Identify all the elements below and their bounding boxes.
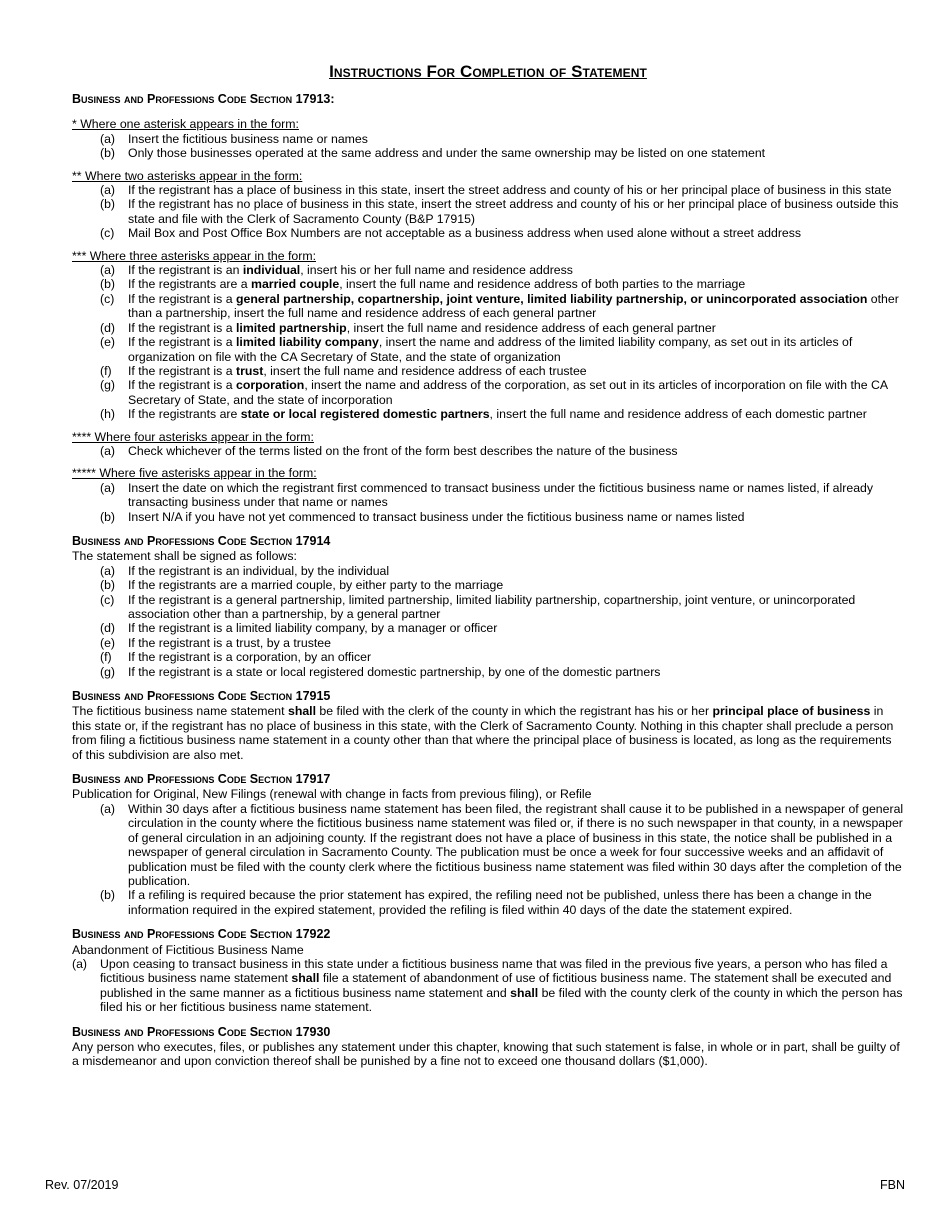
emphasis-text: shall	[291, 971, 320, 986]
list-item-letter: (a)	[100, 563, 116, 578]
asterisk-group-list	[72, 444, 904, 458]
list-item	[72, 292, 904, 321]
section-17914-list	[72, 564, 904, 679]
text-segment: If the registrant is a	[128, 291, 236, 306]
section-17917-heading: Business and Professions Code Section 17917	[72, 772, 331, 787]
emphasis-text: principal place of business	[712, 704, 871, 719]
emphasis-text: corporation	[236, 378, 305, 393]
text-segment: be filed with the clerk of the county in which the registrant has his or her	[316, 704, 713, 719]
list-item-letter: (b)	[100, 888, 116, 903]
emphasis-text: limited partnership	[236, 320, 347, 335]
list-item-letter: (b)	[100, 509, 116, 524]
section-17915-paragraph	[72, 704, 904, 762]
text-segment: If the registrant is a	[128, 378, 236, 393]
text-segment: , insert the name and address of the limited liability company, as set out in its articles of organization on file with the CA Secretary of State, and the state of organization	[128, 335, 853, 364]
text-segment: If the registrant is an	[128, 263, 243, 278]
text-segment: If the registrant is an individual, by the individual	[128, 563, 390, 578]
text-segment: If a refiling is required because the prior statement has expired, the refiling need not be published, unless there has been a change in the information required in the expired statement, provided the refiling is filed within 40 days of the date the statement expired.	[128, 888, 872, 917]
list-item	[72, 636, 904, 650]
asterisk-group-label: *** Where three asterisks appear in the form:	[72, 248, 316, 263]
list-item	[72, 146, 904, 160]
emphasis-text: general partnership, copartnership, joint venture, limited liability partnership, or unincorporated association	[236, 291, 868, 306]
list-item-letter: (e)	[100, 335, 116, 350]
list-item-letter: (a)	[100, 480, 116, 495]
emphasis-text: trust	[236, 363, 264, 378]
list-item-letter: (c)	[100, 226, 115, 241]
list-item	[72, 407, 904, 421]
text-segment: Check whichever of the terms listed on the front of the form best describes the nature of the business	[128, 443, 678, 458]
list-item	[72, 481, 904, 510]
asterisk-group-list	[72, 263, 904, 421]
asterisk-group-label: ***** Where five asterisks appear in the form:	[72, 466, 317, 481]
text-segment: If the registrant is a	[128, 320, 236, 335]
list-item	[72, 321, 904, 335]
list-item	[72, 183, 904, 197]
list-item-letter: (a)	[100, 183, 116, 198]
text-segment: If the registrants are a married couple, by either party to the marriage	[128, 578, 504, 593]
list-item-letter: (b)	[100, 277, 116, 292]
text-segment: Mail Box and Post Office Box Numbers are not acceptable as a business address when used alone without a street address	[128, 226, 802, 241]
emphasis-text: married couple	[251, 277, 340, 292]
text-segment: Within 30 days after a fictitious business name statement has been filed, the registrant shall cause it to be published in a newspaper of general circulation in the county where the fictitious business name statement was filed or, if there is no such newspaper in that county, in a newspaper of general circulation in an adjoining county. If the registrant does not have a place of business in this state, the notice shall be published in a newspaper of general circulation in Sacramento County. The publication must be once a week for four successive weeks and an affidavit of publication must be filed with the county clerk where the fictitious business name statement was filed within 30 days after the completion of the publication.	[128, 801, 904, 888]
list-item	[72, 364, 904, 378]
section-17913-heading: Business and Professions Code Section 17913:	[72, 92, 335, 106]
text-segment: in this state or, if the registrant has no place of business in this state, with the Clerk of Sacramento County. Nothing in this chapter shall preclude a person from filing a fictitious business name statement in a county other than that where the principal place of business is located, as long as the requirements of this subdivision are also met.	[72, 704, 894, 762]
section-17913-groups	[72, 117, 904, 524]
list-item-letter: (h)	[100, 407, 116, 422]
section-17922-intro: Abandonment of Fictitious Business Name	[72, 942, 304, 957]
list-item-letter: (a)	[100, 263, 116, 278]
section-17930-paragraph	[72, 1040, 904, 1069]
text-segment: Insert N/A if you have not yet commenced to transact business under the fictitious business name or names listed	[128, 509, 745, 524]
list-item	[72, 263, 904, 277]
text-segment: The fictitious business name statement	[72, 704, 288, 719]
list-item-letter: (c)	[100, 592, 115, 607]
list-item	[72, 957, 904, 1015]
list-item	[72, 578, 904, 592]
list-item	[72, 621, 904, 635]
list-item-letter: (d)	[100, 320, 116, 335]
list-item	[72, 197, 904, 226]
text-segment: If the registrant is a	[128, 335, 236, 350]
list-item-letter: (a)	[72, 956, 88, 971]
text-segment: If the registrant has a place of business in this state, insert the street address and county of his or her principal place of business in this state	[128, 183, 892, 198]
emphasis-text: limited liability company	[236, 335, 379, 350]
text-segment: If the registrant has no place of business in this state, insert the street address and county of his or her principal place of business outside this state and file with the Clerk of Sacramento County (B&P 17915)	[128, 197, 899, 226]
form-code: FBN	[880, 1178, 905, 1192]
text-segment: If the registrant is a state or local registered domestic partnership, by one of the domestic partners	[128, 664, 661, 679]
text-segment: , insert the full name and residence address of each general partner	[346, 320, 716, 335]
text-segment: Upon ceasing to transact business in this state under a fictitious business name that was filed in the previous five years, a person who has filed a fictitious business name statement	[100, 956, 888, 986]
text-segment: , insert the name and address of the corporation, as set out in its articles of incorporation on file with the CA Secretary of State, and the state of incorporation	[128, 378, 888, 407]
asterisk-group-list	[72, 183, 904, 241]
list-item	[72, 802, 904, 888]
list-item	[72, 888, 904, 917]
asterisk-group-label: ** Where two asterisks appear in the form:	[72, 168, 303, 183]
text-segment: , insert the full name and residence address of both parties to the marriage	[339, 277, 746, 292]
text-segment: , insert the full name and residence address of each domestic partner	[489, 407, 867, 422]
list-item-letter: (b)	[100, 146, 116, 161]
list-item-letter: (c)	[100, 291, 115, 306]
list-item	[72, 378, 904, 407]
section-17915-heading: Business and Professions Code Section 17915	[72, 689, 331, 704]
emphasis-text: individual	[242, 263, 301, 278]
list-item-letter: (e)	[100, 635, 116, 650]
text-segment: If the registrants are a	[128, 277, 252, 292]
revision-date: Rev. 07/2019	[45, 1178, 119, 1192]
text-segment: , insert the full name and residence address of each trustee	[263, 363, 587, 378]
list-item-letter: (a)	[100, 131, 116, 146]
list-item	[72, 226, 904, 240]
asterisk-group-label: * Where one asterisk appears in the form:	[72, 117, 299, 132]
list-item	[72, 650, 904, 664]
text-segment: Any person who executes, files, or publishes any statement under this chapter, knowing that such statement is false, in whole or in part, shall be guilty of a misdemeanor and upon conviction thereof shall be punished by a fine not to exceed one thousand dollars ($1,000).	[72, 1039, 900, 1069]
text-segment: If the registrant is a	[128, 363, 236, 378]
emphasis-text: shall	[510, 985, 539, 1000]
list-item	[72, 564, 904, 578]
section-17917-intro: Publication for Original, New Filings (renewal with change in facts from previous filing), or Refile	[72, 787, 592, 802]
asterisk-group-list	[72, 481, 904, 524]
list-item-letter: (b)	[100, 197, 116, 212]
instructions-page	[72, 62, 904, 1069]
text-segment: , insert his or her full name and residence address	[300, 263, 573, 278]
list-item	[72, 510, 904, 524]
list-item-letter: (f)	[100, 650, 112, 665]
list-item-letter: (g)	[100, 664, 116, 679]
page-title: Instructions For Completion of Statement	[329, 62, 647, 81]
list-item	[72, 444, 904, 458]
emphasis-text: state or local registered domestic partners	[240, 407, 490, 422]
text-segment: If the registrant is a corporation, by an officer	[128, 650, 372, 665]
list-item-letter: (d)	[100, 621, 116, 636]
list-item	[72, 132, 904, 146]
text-segment: be filed with the county clerk of the county in which the person has filed his or her fictitious business name statement.	[100, 985, 903, 1015]
list-item-letter: (f)	[100, 363, 112, 378]
list-item-letter: (b)	[100, 578, 116, 593]
list-item-letter: (g)	[100, 378, 116, 393]
section-17917-list	[72, 802, 904, 917]
section-17922-list	[72, 957, 904, 1015]
text-segment: If the registrant is a limited liability company, by a manager or officer	[128, 621, 498, 636]
list-item-letter: (a)	[100, 443, 116, 458]
section-17914-heading: Business and Professions Code Section 17914	[72, 533, 331, 548]
text-segment: If the registrants are	[128, 407, 241, 422]
text-segment: Insert the fictitious business name or names	[128, 131, 368, 146]
asterisk-group-list	[72, 132, 904, 161]
emphasis-text: shall	[287, 704, 317, 719]
list-item	[72, 335, 904, 364]
section-17922-heading: Business and Professions Code Section 17922	[72, 927, 331, 942]
text-segment: Insert the date on which the registrant first commenced to transact business under the fictitious business name or names listed, if already transacting business under that name or names	[128, 480, 874, 510]
text-segment: file a statement of abandonment of use of fictitious business name. The statement shall be executed and published in the same manner as a fictitious business name statement and	[100, 971, 892, 1000]
text-segment: If the registrant is a trust, by a trustee	[128, 635, 331, 650]
asterisk-group-label: **** Where four asterisks appear in the form:	[72, 429, 314, 444]
list-item	[72, 277, 904, 291]
text-segment: Only those businesses operated at the same address and under the same ownership may be listed on one statement	[128, 146, 766, 161]
list-item	[72, 593, 904, 622]
section-17914-intro: The statement shall be signed as follows:	[72, 549, 297, 564]
list-item	[72, 665, 904, 679]
text-segment: If the registrant is a general partnership, limited partnership, limited liability partnership, copartnership, joint venture, or unincorporated association other than a partnership, by a general partner	[128, 592, 856, 621]
list-item-letter: (a)	[100, 801, 116, 816]
section-17930-heading: Business and Professions Code Section 17930	[72, 1024, 331, 1039]
text-segment: other than a partnership, insert the full name and residence address of each general partner	[128, 291, 899, 321]
